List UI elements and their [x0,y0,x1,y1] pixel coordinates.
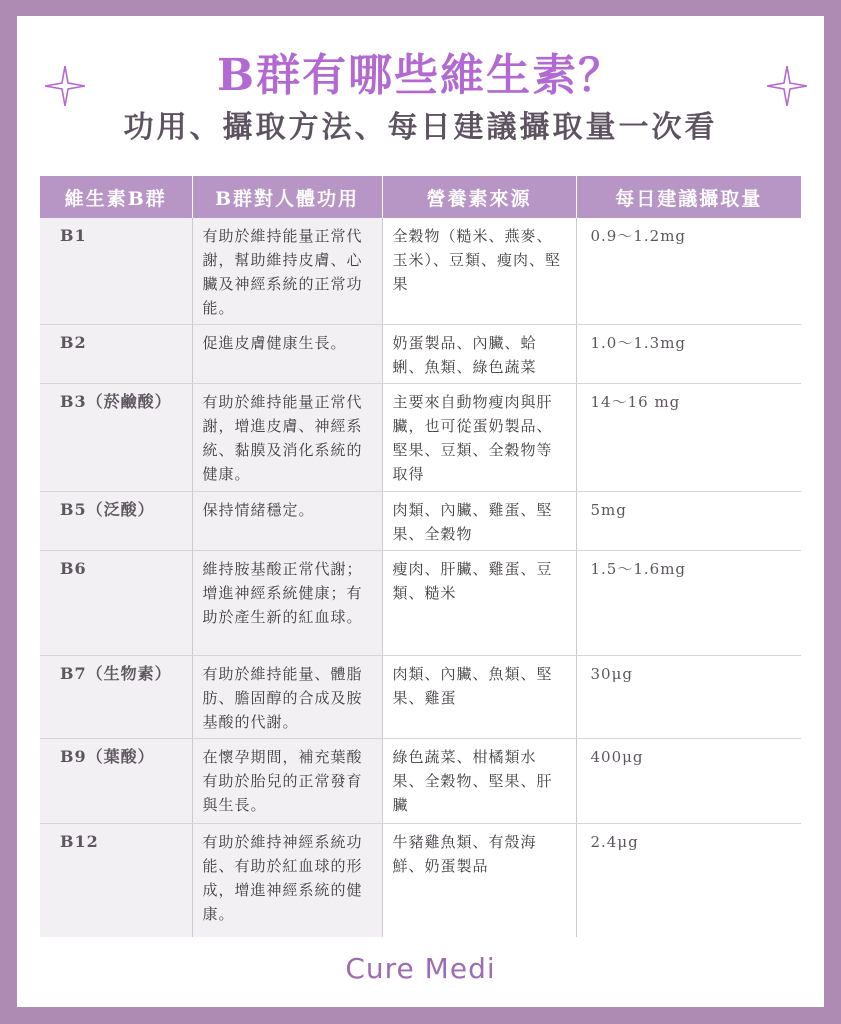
vitamin-name: B5（泛酸） [40,492,192,551]
sparkle-icon [767,66,807,106]
infographic-card [17,16,824,1007]
table-row [40,384,801,492]
vitamin-function: 維持胺基酸正常代謝；增進神經系統健康；有助於產生新的紅血球。 [192,551,382,656]
vitamin-function: 有助於維持神經系統功能、有助於紅血球的形成，增進神經系統的健康。 [192,824,382,937]
table-row [40,739,801,824]
vitamin-amount: 14～16 mg [576,384,801,492]
vitamin-source: 瘦肉、肝臟、雞蛋、豆類、糙米 [382,551,576,656]
vitamin-name: B2 [40,325,192,384]
vitamin-amount: 1.5～1.6mg [576,551,801,656]
table-row [40,325,801,384]
vitamin-amount: 400μg [576,739,801,824]
vitamin-function: 有助於維持能量正常代謝，增進皮膚、神經系統、黏膜及消化系統的健康。 [192,384,382,492]
vitamin-source: 奶蛋製品、內臟、蛤蜊、魚類、綠色蔬菜 [382,325,576,384]
vitamin-function: 保持情緒穩定。 [192,492,382,551]
table-row [40,551,801,656]
vitamin-name: B7（生物素） [40,656,192,739]
column-header: 每日建議攝取量 [576,176,801,218]
vitamin-amount: 1.0～1.3mg [576,325,801,384]
table-row [40,824,801,937]
table-header-row [40,176,801,218]
vitamin-amount: 5mg [576,492,801,551]
vitamin-function: 有助於維持能量正常代謝，幫助維持皮膚、心臟及神經系統的正常功能。 [192,218,382,325]
vitamin-b-table [40,176,801,937]
table-row [40,492,801,551]
column-header: B群對人體功用 [192,176,382,218]
vitamin-source: 肉類、內臟、魚類、堅果、雞蛋 [382,656,576,739]
vitamin-amount: 2.4μg [576,824,801,937]
page-subtitle: 功用、攝取方法、每日建議攝取量一次看 [123,110,718,145]
page-title: B群有哪些維生素？ [216,50,625,101]
vitamin-function: 促進皮膚健康生長。 [192,325,382,384]
vitamin-function: 在懷孕期間，補充葉酸有助於胎兒的正常發育與生長。 [192,739,382,824]
vitamin-function: 有助於維持能量、體脂肪、膽固醇的合成及胺基酸的代謝。 [192,656,382,739]
vitamin-source: 主要來自動物瘦肉與肝臟，也可從蛋奶製品、堅果、豆類、全穀物等取得 [382,384,576,492]
vitamin-source: 綠色蔬菜、柑橘類水果、全穀物、堅果、肝臟 [382,739,576,824]
table-row [40,656,801,739]
table-row [40,218,801,325]
vitamin-name: B9（葉酸） [40,739,192,824]
vitamin-source: 牛豬雞魚類、有殼海鮮、奶蛋製品 [382,824,576,937]
column-header: 營養素來源 [382,176,576,218]
vitamin-name: B3（菸鹼酸） [40,384,192,492]
vitamin-amount: 30μg [576,656,801,739]
vitamin-source: 肉類、內臟、雞蛋、堅果、全穀物 [382,492,576,551]
vitamin-name: B6 [40,551,192,656]
vitamin-source: 全穀物（糙米、燕麥、玉米）、豆類、瘦肉、堅果 [382,218,576,325]
sparkle-icon [45,66,85,106]
vitamin-name: B1 [40,218,192,325]
brand-logo: Cure Medi [345,952,496,985]
column-header: 維生素B群 [40,176,192,218]
vitamin-amount: 0.9～1.2mg [576,218,801,325]
vitamin-name: B12 [40,824,192,937]
